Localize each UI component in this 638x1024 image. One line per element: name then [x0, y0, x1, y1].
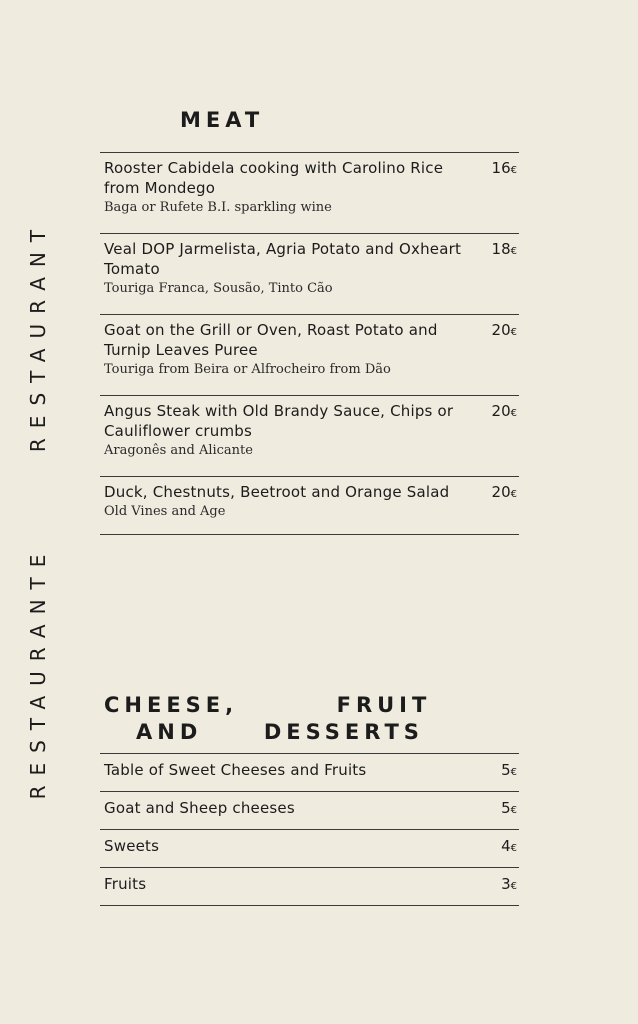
cheese-title-line-1: CHEESE, FRUIT — [104, 693, 432, 717]
side-label-restaurante: RESTAURANTE — [26, 544, 50, 800]
dish-price: 16€ — [491, 159, 517, 177]
dish-name: Goat and Sheep cheeses — [104, 799, 295, 817]
menu-item — [100, 830, 519, 868]
wine-pairing: Touriga from Beira or Alfrocheiro from Dão — [104, 362, 391, 377]
dish-price: 20€ — [491, 402, 517, 420]
side-label-restaurant: RESTAURANT — [26, 219, 50, 453]
dish-price: 18€ — [491, 240, 517, 258]
menu-item — [100, 792, 519, 830]
dish-price: 5€ — [501, 761, 517, 779]
dish-name: Table of Sweet Cheeses and Fruits — [104, 761, 367, 779]
dish-name: Duck, Chestnuts, Beetroot and Orange Salad — [104, 483, 450, 501]
dish-name: Angus Steak with Old Brandy Sauce, Chips or Cauliflower crumbs — [104, 402, 454, 440]
dish-name: Goat on the Grill or Oven, Roast Potato and Turnip Leaves Puree — [104, 321, 438, 359]
wine-pairing: Aragonês and Alicante — [104, 443, 253, 458]
wine-pairing: Old Vines and Age — [104, 504, 226, 519]
dish-price: 5€ — [501, 799, 517, 817]
dish-price: 20€ — [491, 483, 517, 501]
dish-price: 3€ — [501, 875, 517, 893]
wine-pairing: Touriga Franca, Sousão, Tinto Cão — [104, 281, 333, 296]
meat-section-title: MEAT — [180, 108, 265, 132]
menu-item — [100, 396, 519, 477]
dish-name: Rooster Cabidela cooking with Carolino Rice from Mondego — [104, 159, 444, 197]
dish-price: 20€ — [491, 321, 517, 339]
cheese-menu-list — [100, 753, 519, 906]
meat-menu-list — [100, 152, 519, 535]
menu-item — [100, 868, 519, 906]
dish-price: 4€ — [501, 837, 517, 855]
menu-item — [100, 754, 519, 792]
dish-name: Veal DOP Jarmelista, Agria Potato and Oxheart Tomato — [104, 240, 462, 278]
dish-name: Sweets — [104, 837, 160, 855]
cheese-title-line-2: AND DESSERTS — [136, 720, 424, 744]
wine-pairing: Baga or Rufete B.I. sparkling wine — [104, 200, 332, 215]
menu-item — [100, 153, 519, 234]
cheese-section-title — [104, 692, 444, 746]
menu-item — [100, 315, 519, 396]
menu-item — [100, 477, 519, 535]
dish-name: Fruits — [104, 875, 147, 893]
menu-item — [100, 234, 519, 315]
